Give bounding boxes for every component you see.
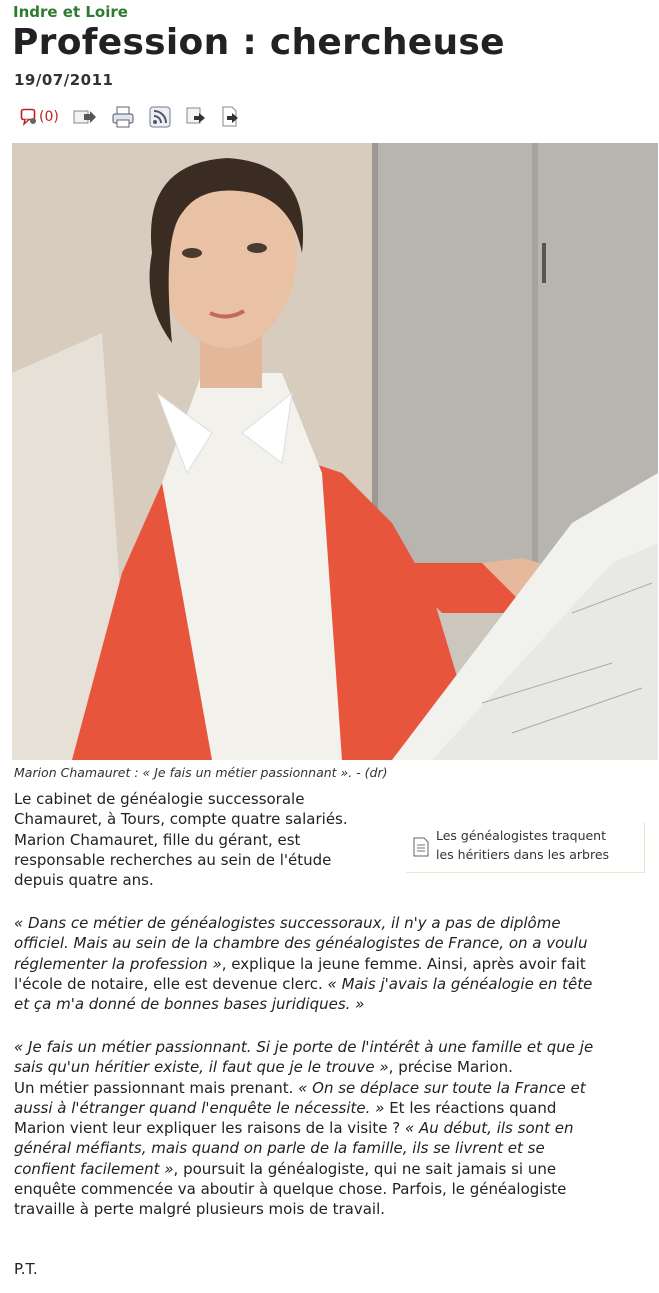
paragraph-line xyxy=(14,913,644,933)
forward-page-icon xyxy=(221,106,241,128)
lead-line: Marion Chamauret, fille du gérant, est xyxy=(14,830,301,849)
body-text: l'école de notaire, elle est devenue clerc. xyxy=(14,974,328,993)
body-text: Et les réactions quand xyxy=(384,1098,557,1117)
send-arrow-icon xyxy=(73,107,97,127)
article-photo xyxy=(12,143,658,760)
send-button[interactable] xyxy=(73,107,97,127)
paragraph-line xyxy=(14,1159,644,1179)
paragraph-line xyxy=(14,954,644,974)
body-text: , poursuit la généalogiste, qui ne sait jamais si une xyxy=(173,1159,557,1178)
lead-line: Chamauret, à Tours, compte quatre salariés. xyxy=(14,810,348,829)
region-label: Indre et Loire xyxy=(13,3,128,21)
share-button[interactable] xyxy=(185,106,207,128)
related-link-line1: Les généalogistes traquent xyxy=(436,828,607,843)
paragraph-line xyxy=(14,1199,644,1219)
paragraph-line xyxy=(14,1078,644,1098)
article-toolbar xyxy=(20,104,255,130)
quote-text: officiel. Mais au sein de la chambre des généalogistes de France, on a voulu xyxy=(14,934,588,953)
forward-button[interactable] xyxy=(221,106,241,128)
photo-caption: Marion Chamauret : « Je fais un métier passionnant ». - (dr) xyxy=(14,765,388,780)
paragraph-line xyxy=(14,1037,644,1057)
document-icon xyxy=(406,822,436,872)
article-lead xyxy=(14,789,399,890)
body-text: Marion vient leur expliquer les raisons de la visite ? xyxy=(14,1119,405,1138)
quote-text: aussi à l'étranger quand l'enquête le nécessite. » xyxy=(14,1098,385,1117)
comment-count: (0) xyxy=(39,109,59,125)
rss-icon xyxy=(149,106,171,128)
quote-text: « Mais j'avais la généalogie en tête xyxy=(327,974,593,993)
lead-line: Le cabinet de généalogie successorale xyxy=(14,790,305,808)
article-date: 19/07/2011 xyxy=(14,71,114,89)
paragraph-line xyxy=(14,1057,644,1077)
share-icon xyxy=(185,106,207,128)
comment-icon xyxy=(20,108,38,126)
quote-text: général méfiants, mais quand on parle de la famille, ils se livrent et se xyxy=(14,1139,545,1158)
paragraph-line xyxy=(14,1118,644,1138)
body-text: , explique la jeune femme. Ainsi, après avoir fait xyxy=(221,954,586,973)
paragraph-line xyxy=(14,1179,644,1199)
rss-button[interactable] xyxy=(149,106,171,128)
paragraph-line xyxy=(14,1098,644,1118)
comments-button[interactable] xyxy=(20,108,59,126)
author-signature: P.T. xyxy=(14,1260,38,1278)
paragraph-line xyxy=(14,1138,644,1158)
body-text: enquête commencée va aboutir à quelque chose. Parfois, le généalogiste xyxy=(14,1180,567,1199)
related-link-line2: les héritiers dans les arbres xyxy=(436,847,610,862)
printer-icon xyxy=(111,106,135,128)
body-text: travaille à perte malgré plusieurs mois de travail. xyxy=(14,1200,386,1219)
quote-text: réglementer la profession » xyxy=(14,954,222,973)
quote-text: « Au début, ils sont en xyxy=(404,1119,574,1138)
quote-text: « On se déplace sur toute la France et xyxy=(298,1078,586,1097)
quote-text: sais qu'un héritier existe, il faut que je le trouve » xyxy=(14,1058,389,1077)
paragraph-line xyxy=(14,974,644,994)
portrait-illustration xyxy=(12,143,658,760)
quote-text: confient facilement » xyxy=(14,1159,174,1178)
quote-text: « Dans ce métier de généalogistes successoraux, il n'y a pas de diplôme xyxy=(14,914,561,932)
paragraph-line xyxy=(14,994,644,1014)
paragraph-line xyxy=(14,933,644,953)
related-article-link[interactable] xyxy=(406,822,645,873)
quote-text: et ça m'a donné de bonnes bases juridiques. » xyxy=(14,995,365,1014)
print-button[interactable] xyxy=(111,106,135,128)
quote-text: « Je fais un métier passionnant. Si je porte de l'intérêt à une famille et que je xyxy=(14,1038,594,1056)
article-paragraph-1 xyxy=(14,913,644,1014)
lead-line: depuis quatre ans. xyxy=(14,871,154,890)
page-title: Profession : chercheuse xyxy=(12,22,505,63)
article-paragraph-2 xyxy=(14,1037,644,1220)
lead-line: responsable recherches au sein de l'étude xyxy=(14,850,332,869)
body-text: , précise Marion. xyxy=(388,1058,513,1077)
body-text: Un métier passionnant mais prenant. xyxy=(14,1078,299,1097)
